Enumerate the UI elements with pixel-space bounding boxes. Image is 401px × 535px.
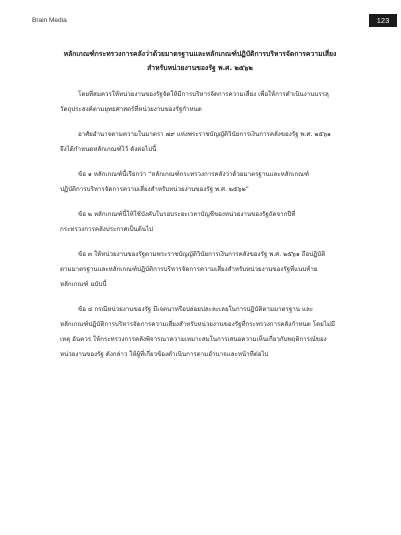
clause-3 [60, 247, 360, 292]
document-title-line-1: หลักเกณฑ์กระทรวงการคลังว่าด้วยมาตรฐานและหลักเกณฑ์ปฏิบัติการบริหารจัดการความเสี่ยง [63, 50, 337, 58]
clause-2 [60, 207, 360, 237]
paragraph-line: หน่วยงานของรัฐ ดังกล่าว ให้ผู้ที่เกี่ยวข้องดำเนินการตามอำนาจและหน้าที่ต่อไป [60, 351, 269, 358]
paragraph-line: ข้อ ๒ หลักเกณฑ์นี้ให้ใช้บังคับในรอบระยะเวลาบัญชีของหน่วยงานของรัฐถัดจากปีที่ [78, 211, 296, 218]
paragraph-line: ปฏิบัติการบริหารจัดการความเสี่ยงสำหรับหน่วยงานของรัฐ พ.ศ. ๒๕๖๒” [60, 186, 249, 193]
paragraph-line: ตามมาตรฐานและหลักเกณฑ์ปฏิบัติการบริหารจัดการความเสี่ยงสำหรับหน่วยงานของรัฐที่แนบท้าย [60, 266, 318, 273]
publisher-name: Brain Media [32, 17, 67, 24]
paragraph-preamble [60, 87, 360, 117]
paragraph-line: ข้อ ๑ หลักเกณฑ์นี้เรียกว่า “หลักเกณฑ์กระทรวงการคลังว่าด้วยมาตรฐานและหลักเกณฑ์ [78, 171, 310, 178]
paragraph-line: หลักเกณฑ์ปฏิบัติการบริหารจัดการความเสี่ยงสำหรับหน่วยงานของรัฐที่กระทรวงการคลังกำหนด โดยไม่มี [60, 321, 335, 328]
clause-4 [60, 302, 360, 362]
document-title-line-2: สำหรับหน่วยงานของรัฐ พ.ศ. ๒๕๖๒ [147, 64, 253, 72]
page-number-badge: 123 [369, 14, 397, 27]
paragraph-line: โดยที่สมควรให้หน่วยงานของรัฐจัดให้มีการบริหารจัดการความเสี่ยง เพื่อให้การดำเนินงานบรรลุ [78, 91, 329, 98]
paragraph-line: ข้อ ๓ ให้หน่วยงานของรัฐตามพระราชบัญญัติวินัยการเงินการคลังของรัฐ พ.ศ. ๒๕๖๑ ถือปฏิบัติ [78, 251, 326, 258]
paragraph-line: ข้อ ๔ กรณีหน่วยงานของรัฐ มีเจตนาหรือปล่อยปละละเลยในการปฏิบัติตามมาตรฐาน และ [78, 306, 314, 313]
paragraph-line: จึงได้กำหนดหลักเกณฑ์ไว้ ดังต่อไปนี้ [60, 146, 157, 153]
paragraph-line: เหตุ อันควร ให้กระทรวงการคลังพิจารณาความเหมาะสมในการเสนอความเห็นเกี่ยวกับพฤติการณ์ของ [60, 336, 327, 343]
paragraph-line: วัตถุประสงค์ตามยุทธศาสตร์ที่หน่วยงานของรัฐกำหนด [60, 106, 202, 113]
paragraph-line: หลักเกณฑ์ ฉบับนี้ [60, 281, 107, 288]
paragraph-line: อาศัยอำนาจตามความในมาตรา ๗๙ แห่งพระราชบัญญัติวินัยการเงินการคลังของรัฐ พ.ศ. ๒๕๖๑ [78, 131, 331, 138]
paragraph-authority [60, 127, 360, 157]
paragraph-line: กระทรวงการคลังประกาศเป็นต้นไป [60, 226, 154, 233]
clause-1 [60, 167, 360, 197]
